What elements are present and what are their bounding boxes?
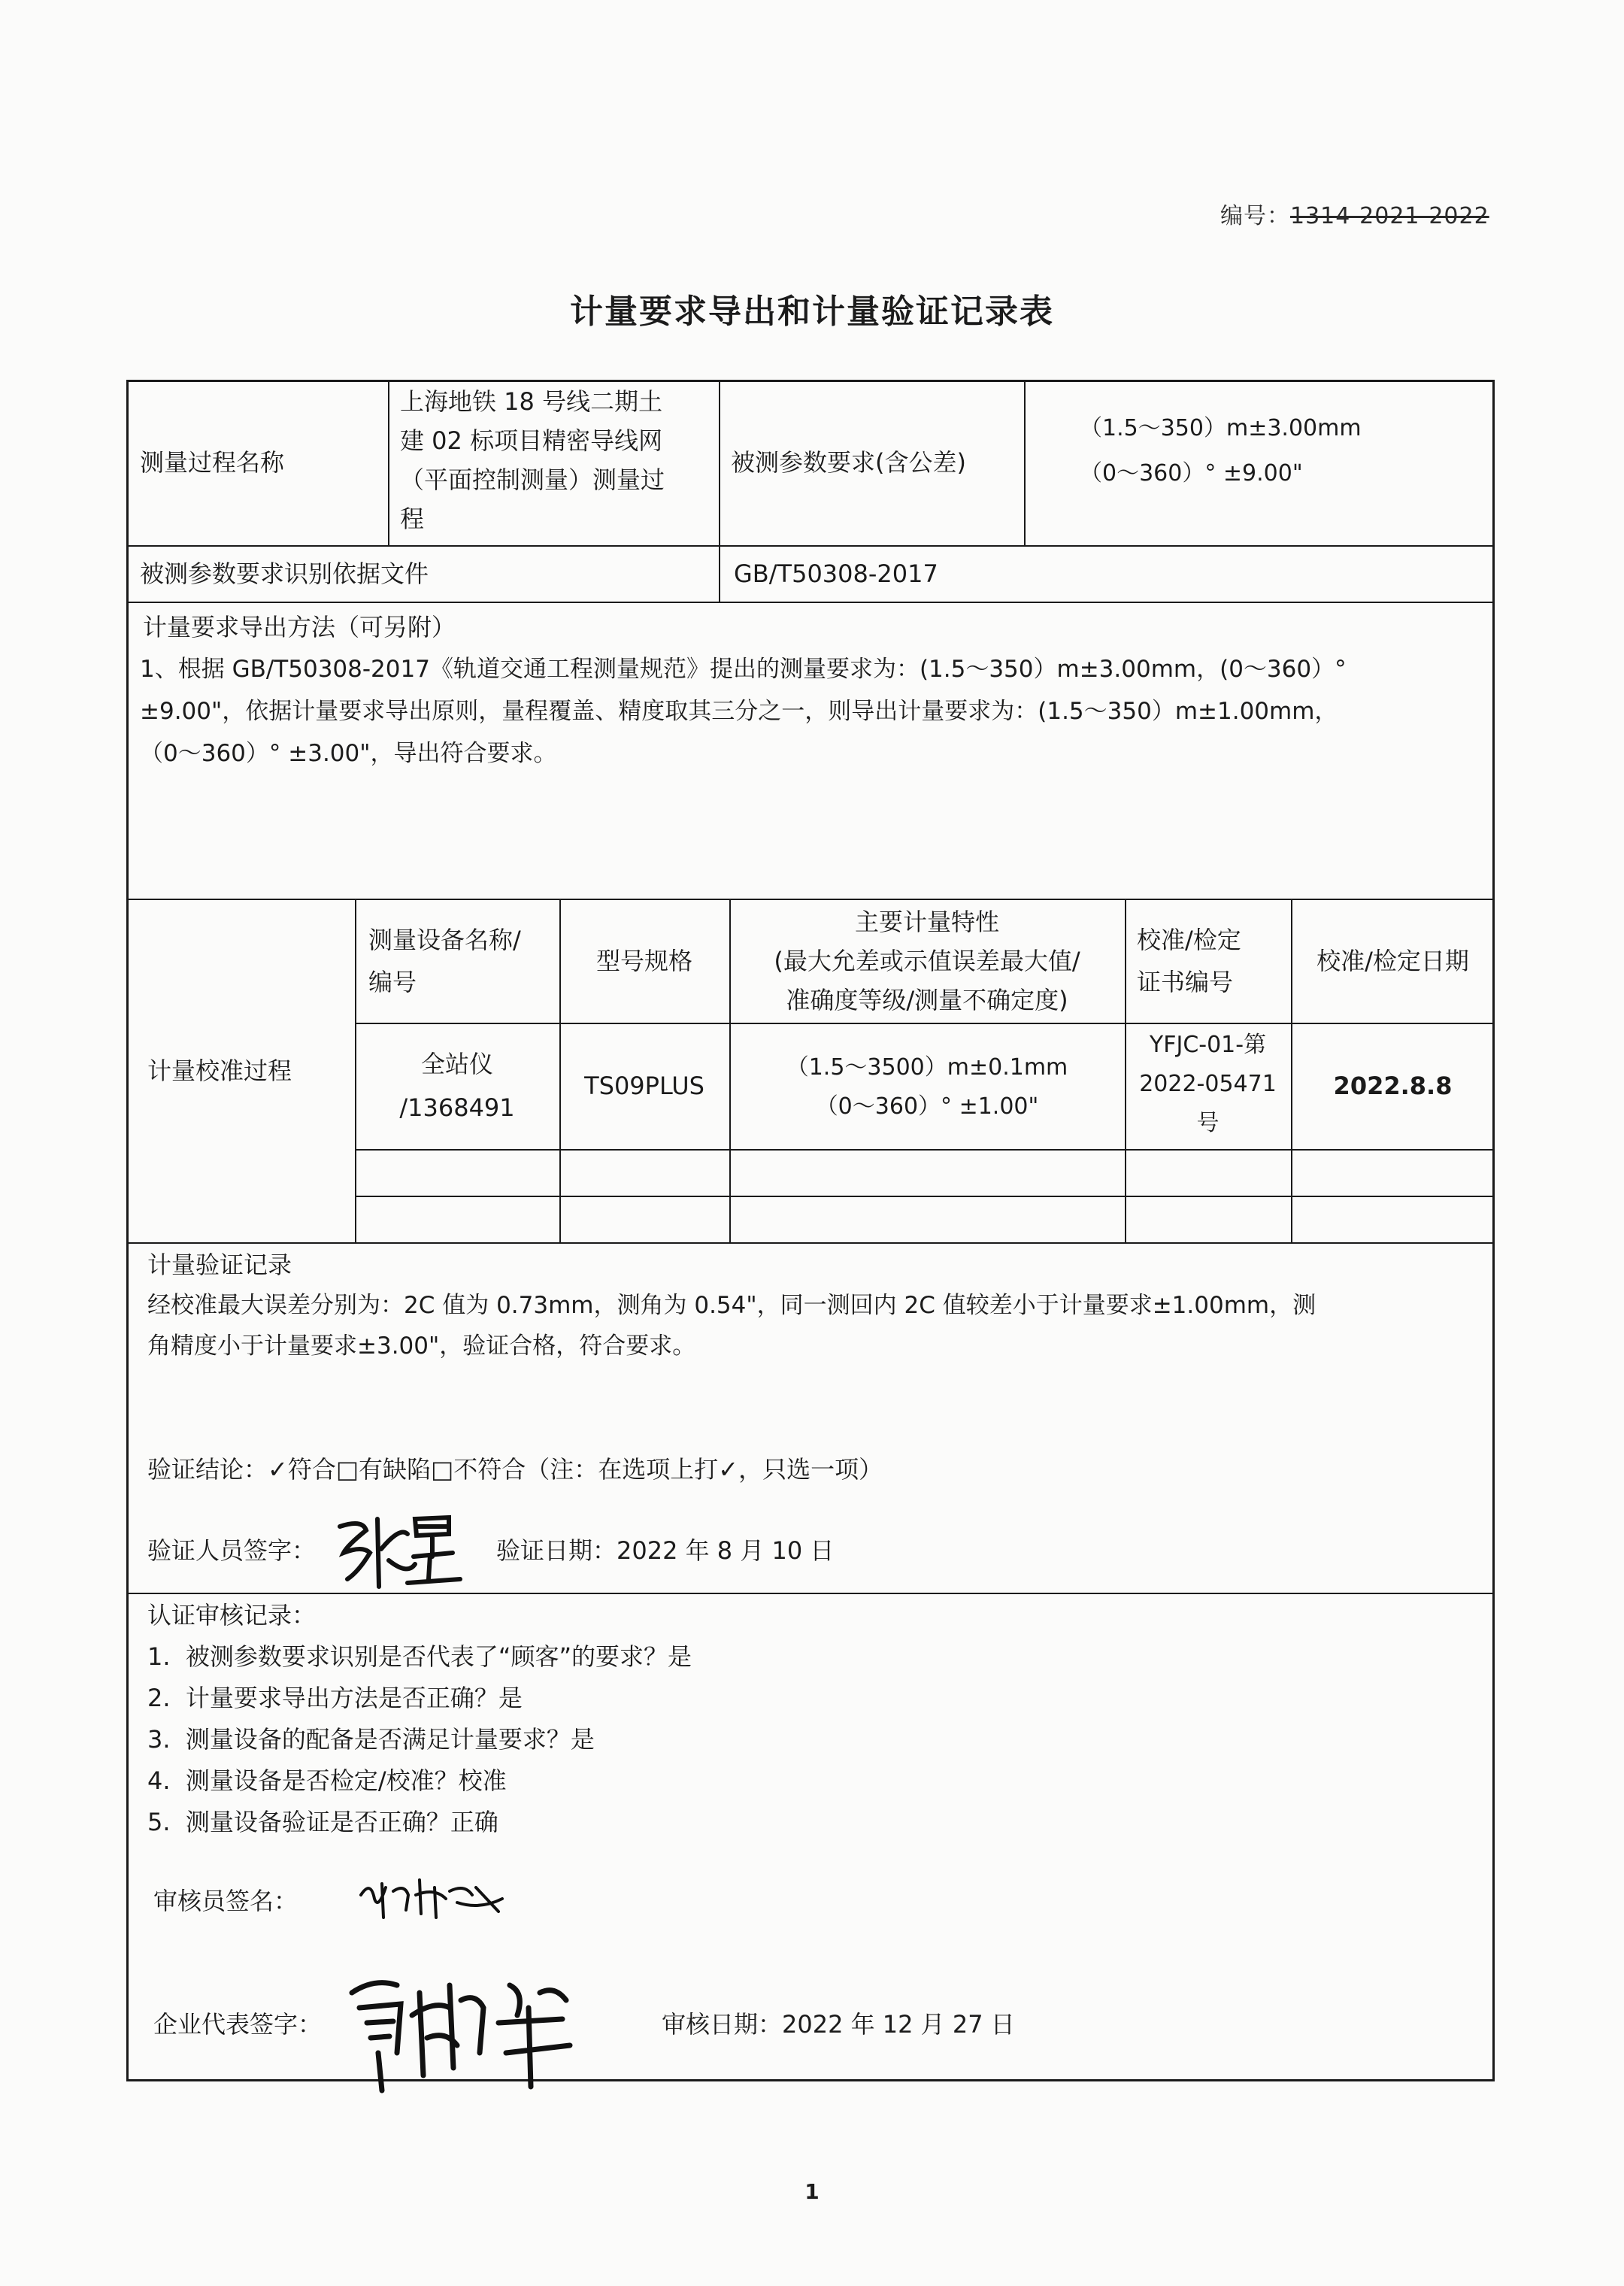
param-requirement-value — [1080, 406, 1486, 496]
derivation-line: 1、根据 GB/T50308-2017《轨道交通工程测量规范》提出的测量要求为：(1.5～350）m±3.00mm，(0～360）° — [140, 656, 1347, 683]
audit-heading: 认证审核记录： — [147, 1601, 317, 1630]
header-characteristics-line: (最大允差或示值误差最大值/ — [774, 947, 1080, 975]
process-name-value — [400, 382, 716, 538]
param-requirement-line: （0～360）° ±9.00" — [1080, 460, 1303, 487]
row-cert-line: 2022-05471 — [1139, 1071, 1277, 1097]
derivation-line: （0～360）° ±3.00"，导出符合要求。 — [140, 740, 557, 767]
header-cert — [1137, 919, 1291, 1003]
process-name-label — [140, 380, 380, 545]
param-requirement-line: （1.5～350）m±3.00mm — [1080, 415, 1362, 441]
audit-item: 3. 测量设备的配备是否满足计量要求？是 — [147, 1725, 595, 1754]
document-number-label: 编号： — [1220, 203, 1290, 229]
header-characteristics — [729, 902, 1125, 1020]
row-model — [559, 1023, 729, 1149]
calibration-section-label-text: 计量校准过程 — [147, 1056, 292, 1085]
param-requirement-label — [731, 380, 1024, 545]
row-divider — [126, 1242, 1495, 1244]
header-cert-line: 校准/检定 — [1137, 926, 1241, 954]
process-name-line: （平面控制测量）测量过 — [400, 465, 665, 494]
row-cert-line: YFJC-01-第 — [1149, 1032, 1267, 1058]
row-device — [355, 1042, 559, 1129]
col-divider — [719, 380, 720, 602]
audit-item: 2. 计量要求导出方法是否正确？是 — [147, 1684, 523, 1712]
audit-item: 5. 测量设备验证是否正确？正确 — [147, 1808, 498, 1836]
row-device-line: /1368491 — [399, 1093, 515, 1122]
col-divider — [388, 380, 389, 545]
row-characteristics-line: （1.5～3500）m±0.1mm — [786, 1054, 1068, 1081]
derivation-heading: 计量要求导出方法（可另附） — [143, 613, 456, 641]
header-device-line: 测量设备名称/ — [368, 926, 521, 954]
page-number: 1 — [804, 2179, 820, 2204]
row-date-text: 2022.8.8 — [1333, 1072, 1453, 1100]
header-model-text: 型号规格 — [595, 946, 692, 975]
row-characteristics-line: （0～360）° ±1.00" — [815, 1093, 1039, 1120]
representative-signature-label: 企业代表签字： — [153, 2010, 323, 2039]
row-model-text: TS09PLUS — [584, 1072, 704, 1100]
process-name-label-text: 测量过程名称 — [140, 448, 285, 477]
row-date — [1291, 1023, 1495, 1149]
basis-value — [734, 545, 1260, 602]
row-device-line: 全站仪 — [420, 1050, 493, 1078]
row-characteristics — [729, 1048, 1125, 1126]
verification-heading: 计量验证记录 — [147, 1251, 292, 1279]
process-name-line: 建 02 标项目精密导线网 — [400, 426, 663, 455]
header-date — [1291, 899, 1495, 1023]
header-characteristics-line: 准确度等级/测量不确定度) — [786, 986, 1068, 1014]
header-cert-line: 证书编号 — [1137, 968, 1234, 996]
verification-line: 经校准最大误差分别为：2C 值为 0.73mm，测角为 0.54"，同一测回内 2C 值较差小于计量要求±1.00mm，测 — [147, 1292, 1316, 1319]
document-number — [1220, 197, 1489, 230]
process-name-line: 上海地铁 18 号线二期土 — [400, 387, 663, 416]
row-divider — [355, 1196, 1495, 1197]
header-model — [559, 899, 729, 1023]
row-divider — [355, 1149, 1495, 1151]
reviewer-signature — [352, 1865, 517, 1925]
audit-date: 审核日期：2022 年 12 月 27 日 — [662, 2010, 1015, 2039]
verification-date: 验证日期：2022 年 8 月 10 日 — [496, 1536, 835, 1565]
header-characteristics-line: 主要计量特性 — [854, 908, 999, 936]
verifier-signature-label: 验证人员签字： — [147, 1536, 317, 1565]
basis-label-text: 被测参数要求识别依据文件 — [140, 559, 429, 588]
header-date-text: 校准/检定日期 — [1316, 946, 1469, 975]
document-number-value: 1314-2021-2022 — [1290, 203, 1489, 229]
row-cert-line: 号 — [1196, 1110, 1220, 1136]
audit-item: 4. 测量设备是否检定/校准？校准 — [147, 1766, 507, 1795]
row-cert — [1125, 1026, 1291, 1143]
derivation-line: ±9.00"，依据计量要求导出原则，量程覆盖、精度取其三分之一，则导出计量要求为：(1.5～350）m±1.00mm， — [140, 698, 1338, 725]
row-divider — [126, 602, 1495, 603]
col-divider — [1024, 380, 1026, 545]
reviewer-signature-label: 审核员签名： — [153, 1887, 298, 1915]
page-title: 计量要求导出和计量验证记录表 — [570, 293, 1054, 331]
process-name-line: 程 — [400, 505, 425, 533]
header-device — [368, 919, 556, 1003]
representative-signature — [337, 1963, 592, 2098]
verifier-signature — [325, 1504, 475, 1594]
verification-conclusion: 验证结论：✓符合□有缺陷□不符合（注：在选项上打✓，只选一项） — [147, 1455, 883, 1484]
basis-label — [140, 545, 711, 602]
calibration-section-label — [147, 899, 350, 1242]
verification-line: 角精度小于计量要求±3.00"，验证合格，符合要求。 — [147, 1332, 696, 1360]
audit-item: 1. 被测参数要求识别是否代表了“顾客”的要求？是 — [147, 1642, 692, 1671]
param-requirement-label-text: 被测参数要求(含公差) — [731, 448, 966, 477]
basis-value-text: GB/T50308-2017 — [734, 559, 938, 588]
header-device-line: 编号 — [368, 968, 417, 996]
